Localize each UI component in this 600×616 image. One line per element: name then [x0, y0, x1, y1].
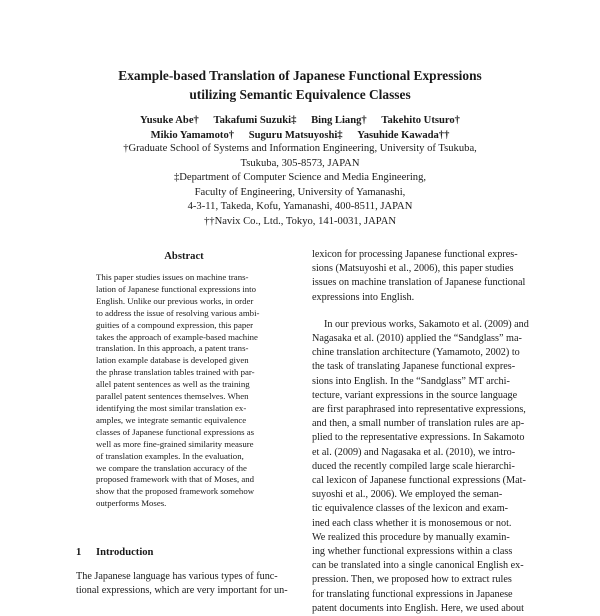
author: Suguru Matsuyoshi‡: [248, 129, 343, 141]
paper-title: [60, 66, 540, 104]
section-heading-introduction: [76, 547, 153, 558]
abstract-body: [96, 272, 274, 510]
text-line: allel patent sentences as well as the training: [96, 379, 250, 390]
text-line: English. Unlike our previous works, in order: [96, 295, 254, 306]
text-line: sions into English. In the “Sandglass” MT archi-: [312, 375, 510, 387]
text-line: ined each class whether it is monosemous or not.: [312, 517, 512, 529]
paragraph: [312, 248, 538, 305]
author-list: [60, 114, 540, 143]
introduction-text: [76, 570, 290, 598]
paragraph-gap: [312, 305, 538, 318]
abstract-heading: Abstract: [164, 251, 204, 262]
affiliation-line: Faculty of Engineering, University of Yamanashi,: [194, 186, 406, 198]
text-line: show that the proposed framework somehow: [96, 486, 255, 497]
text-line: amples, we integrate semantic equivalence: [96, 414, 247, 425]
text-line: expressions into English.: [312, 291, 415, 303]
text-line: tional expressions, which are very important for un-: [76, 585, 288, 597]
author: Takehito Utsuro†: [381, 115, 460, 126]
text-line: This paper studies issues on machine trans-: [96, 272, 249, 282]
affiliation-line: Tsukuba, 305-8573, JAPAN: [240, 157, 360, 169]
text-line: takes the approach of example-based machine: [96, 331, 258, 342]
affiliation-line: 4-3-11, Takeda, Kofu, Yamanashi, 400-8511, JAPAN: [187, 201, 413, 212]
author: Mikio Yamamoto†: [150, 129, 235, 141]
title-line-1: Example-based Translation of Japanese Functional Expressions: [118, 68, 482, 83]
text-line: well as more fine-grained similarity measure: [96, 438, 254, 449]
text-line: we compare the translation accuracy of the: [96, 462, 247, 473]
right-column-text: [312, 248, 538, 616]
affiliation-line: ††Navix Co., Ltd., Tokyo, 141-0031, JAPAN: [203, 215, 397, 227]
text-line: tecture, variant expressions in the source language: [312, 389, 518, 401]
section-number: 1: [76, 547, 82, 558]
text-line: classes of Japanese functional expressions as: [96, 426, 255, 437]
text-line: identifying the most similar translation ex-: [96, 402, 247, 413]
text-line: pression. Then, we proposed how to extract rules: [312, 574, 512, 586]
text-line: lation example database is developed given: [96, 355, 249, 366]
text-line: lexicon for processing Japanese functional expres-: [312, 249, 518, 260]
text-line: outperforms Moses.: [96, 498, 167, 509]
author-row-1: [60, 114, 540, 129]
text-line: The Japanese language has various types of func-: [76, 571, 278, 582]
author: Yasuhide Kawada††: [357, 129, 450, 141]
text-line: Nagasaka et al. (2010) applied the “Sandglass” ma-: [312, 333, 522, 345]
text-line: In our previous works, Sakamoto et al. (2009) and: [324, 318, 529, 330]
author: Bing Liang†: [311, 115, 367, 126]
title-line-2: utilizing Semantic Equivalence Classes: [189, 87, 411, 102]
author-row-2: [60, 129, 540, 144]
text-line: can be translated into a single canonical English ex-: [312, 560, 524, 572]
text-line: proposed framework with that of Moses, and: [96, 474, 255, 485]
affiliation-line: †Graduate School of Systems and Information Engineering, University of Tsukuba,: [123, 143, 477, 154]
author: Yusuke Abe†: [140, 115, 199, 126]
text-line: et al. (2009) and Nagasaka et al. (2010), we intro-: [312, 446, 516, 458]
text-line: to address the issue of resolving various ambi-: [96, 307, 260, 318]
text-line: We realized this procedure by manually examin-: [312, 531, 510, 543]
text-line: the phrase translation tables trained with par-: [96, 367, 255, 378]
text-line: tic equivalence classes of the lexicon and exam-: [312, 503, 509, 515]
text-line: the task of translating Japanese functional expres-: [312, 361, 516, 373]
text-line: issues on machine translation of Japanese functional: [312, 277, 526, 289]
text-line: and then, a small number of translation rules are ap-: [312, 418, 525, 430]
text-line: for translating functional expressions in Japanese: [312, 588, 513, 600]
text-line: parallel patent sentences themselves. When: [96, 391, 249, 402]
text-line: chine translation architecture (Yamamoto, 2002) to: [312, 347, 520, 359]
text-line: lation of Japanese functional expressions into: [96, 283, 257, 294]
text-line: plied to the representative expressions. In Sakamoto: [312, 432, 525, 444]
paragraph: [312, 318, 538, 616]
text-line: patent documents into English. Here, we used about: [312, 602, 524, 614]
text-line: ing whether functional expressions within a class: [312, 546, 513, 558]
section-title: Introduction: [95, 547, 154, 558]
text-line: sions (Matsuyoshi et al., 2006), this paper studies: [312, 263, 514, 275]
text-line: of translation examples. In the evaluation,: [96, 450, 244, 461]
author: Takafumi Suzuki‡: [213, 115, 297, 126]
text-line: are first paraphrased into representative expressions,: [312, 404, 526, 416]
text-line: cal lexicon of Japanese functional expressions (Mat-: [312, 475, 526, 487]
text-line: suyoshi et al., 2006). We employed the seman-: [312, 489, 503, 501]
text-line: translation. In this approach, a patent trans-: [96, 343, 249, 354]
affiliation-line: ‡Department of Computer Science and Media Engineering,: [173, 172, 427, 183]
text-line: guities of a compound expression, this paper: [96, 319, 254, 330]
affiliations: [60, 142, 540, 229]
text-line: duced the recently compiled large scale hierarchi-: [312, 460, 515, 472]
